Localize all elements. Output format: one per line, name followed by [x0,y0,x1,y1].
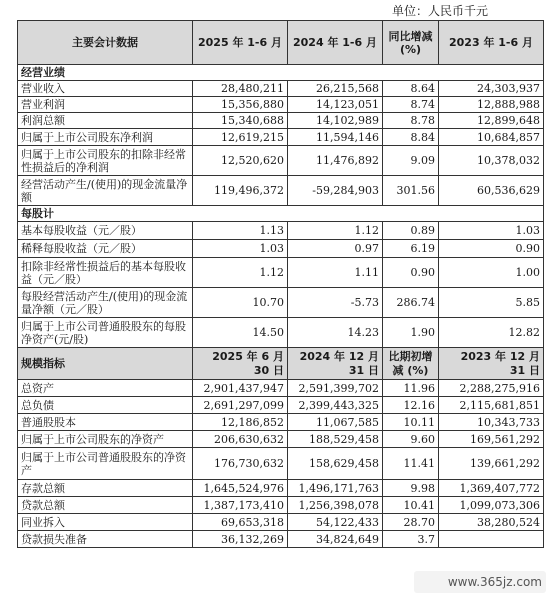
value-change: 9.60 [383,431,439,448]
table-row [18,146,544,176]
header-col-2025h1: 2025 年 1-6 月 [193,21,288,65]
value-2025: 1,387,173,410 [193,497,288,514]
scale-header-2025: 2025 年 6 月 30 日 [193,348,288,380]
row-label: 贷款损失准备 [18,531,193,548]
row-label: 每股经营活动产生/(使用)的现金流量净额（元／股） [18,288,193,318]
value-2025: 14.50 [193,318,288,348]
table-row [18,514,544,531]
table-row [18,81,544,97]
value-2024: -59,284,903 [288,176,383,206]
value-2024: 1.12 [288,222,383,240]
value-2023: 1,369,407,772 [439,480,544,497]
value-change: 9.09 [383,146,439,176]
value-change: 0.89 [383,222,439,240]
value-change: 8.78 [383,113,439,129]
scale-header-indicator: 规模指标 [18,348,193,380]
value-2025: 119,496,372 [193,176,288,206]
row-label: 总负债 [18,397,193,414]
value-2023: 10,378,032 [439,146,544,176]
value-2023: 139,661,292 [439,448,544,480]
value-2024: 0.97 [288,240,383,258]
value-2025: 36,132,269 [193,531,288,548]
value-2024: 11,594,146 [288,129,383,146]
table-row [18,380,544,397]
table-header-row [18,21,544,65]
row-label: 经营活动产生/(使用)的现金流量净额 [18,176,193,206]
value-2023 [439,531,544,548]
row-label: 存款总额 [18,480,193,497]
value-change: 9.98 [383,480,439,497]
table-row [18,414,544,431]
scale-header-2024: 2024 年 12 月 31 日 [288,348,383,380]
value-change: 0.90 [383,258,439,288]
value-change: 11.41 [383,448,439,480]
value-2024: 2,591,399,702 [288,380,383,397]
row-label: 利润总额 [18,113,193,129]
value-2025: 1.03 [193,240,288,258]
value-change: 8.74 [383,97,439,113]
table-row [18,531,544,548]
value-change: 28.70 [383,514,439,531]
value-2023: 1.00 [439,258,544,288]
value-2024: 54,122,433 [288,514,383,531]
row-label: 普通股股本 [18,414,193,431]
value-2023: 5.85 [439,288,544,318]
value-2023: 38,280,524 [439,514,544,531]
value-change: 8.64 [383,81,439,97]
value-change: 8.84 [383,129,439,146]
row-label: 归属于上市公司普通股股东的净资产 [18,448,193,480]
value-2023: 2,115,681,851 [439,397,544,414]
row-label: 归属于上市公司股东净利润 [18,129,193,146]
value-change: 286.74 [383,288,439,318]
value-change: 11.96 [383,380,439,397]
value-2024: 2,399,443,325 [288,397,383,414]
table-row [18,258,544,288]
table-row [18,448,544,480]
header-col-2024h1: 2024 年 1-6 月 [288,21,383,65]
value-2025: 15,340,688 [193,113,288,129]
row-label: 扣除非经常性损益后的基本每股收益（元／股） [18,258,193,288]
value-2023: 169,561,292 [439,431,544,448]
value-2024: 1,256,398,078 [288,497,383,514]
value-2025: 12,619,215 [193,129,288,146]
row-label: 同业拆入 [18,514,193,531]
row-label: 营业收入 [18,81,193,97]
value-2023: 12,888,988 [439,97,544,113]
value-2024: 34,824,649 [288,531,383,548]
header-col-2023h1: 2023 年 1-6 月 [439,21,544,65]
value-2025: 10.70 [193,288,288,318]
value-2023: 1,099,073,306 [439,497,544,514]
table-row [18,97,544,113]
value-2025: 12,186,852 [193,414,288,431]
header-col-indicator: 主要会计数据 [18,21,193,65]
value-2023: 1.03 [439,222,544,240]
row-label: 稀释每股收益（元／股） [18,240,193,258]
value-2025: 15,356,880 [193,97,288,113]
row-label: 归属于上市公司普通股股东的每股净资产(元/股) [18,318,193,348]
value-2025: 1,645,524,976 [193,480,288,497]
value-change: 1.90 [383,318,439,348]
financial-data-table [17,20,544,548]
value-2023: 60,536,629 [439,176,544,206]
value-change: 3.7 [383,531,439,548]
table-row [18,288,544,318]
section-row [18,206,544,222]
value-change: 10.41 [383,497,439,514]
value-2024: 26,215,568 [288,81,383,97]
value-2025: 2,901,437,947 [193,380,288,397]
section-title-per-share: 每股计 [18,206,544,222]
value-2025: 69,653,318 [193,514,288,531]
value-2024: 14,123,051 [288,97,383,113]
table-row [18,497,544,514]
table-row [18,480,544,497]
table-row [18,397,544,414]
value-2025: 12,520,620 [193,146,288,176]
value-2023: 12.82 [439,318,544,348]
value-change: 301.56 [383,176,439,206]
value-2025: 206,630,632 [193,431,288,448]
row-label: 贷款总额 [18,497,193,514]
value-2025: 1.12 [193,258,288,288]
value-2023: 0.90 [439,240,544,258]
table-row [18,431,544,448]
value-2025: 28,480,211 [193,81,288,97]
row-label: 营业利润 [18,97,193,113]
table-row [18,129,544,146]
value-2024: 14,102,989 [288,113,383,129]
value-2024: -5.73 [288,288,383,318]
table-row [18,222,544,240]
table-row [18,318,544,348]
value-2023: 10,684,857 [439,129,544,146]
value-2023: 10,343,733 [439,414,544,431]
scale-header-2023: 2023 年 12 月 31 日 [439,348,544,380]
value-2024: 11,476,892 [288,146,383,176]
row-label: 总资产 [18,380,193,397]
unit-label: 单位：人民币千元 [392,4,489,18]
watermark-badge: www.365jz.com [414,571,546,593]
row-label: 归属于上市公司股东的净资产 [18,431,193,448]
row-label: 归属于上市公司股东的扣除非经常性损益后的净利润 [18,146,193,176]
value-2025: 2,691,297,099 [193,397,288,414]
value-change: 6.19 [383,240,439,258]
value-2025: 176,730,632 [193,448,288,480]
scale-header-change: 比期初增减 (%) [383,348,439,380]
table-row [18,240,544,258]
header-col-yoy-change: 同比增减 (%) [383,21,439,65]
value-2023: 24,303,937 [439,81,544,97]
value-2024: 1,496,171,763 [288,480,383,497]
value-2025: 1.13 [193,222,288,240]
section-row-operating [18,65,544,81]
scale-header-row [18,348,544,380]
value-2024: 14.23 [288,318,383,348]
value-2023: 2,288,275,916 [439,380,544,397]
value-2024: 158,629,458 [288,448,383,480]
value-change: 12.16 [383,397,439,414]
table-row [18,176,544,206]
value-change: 10.11 [383,414,439,431]
value-2023: 12,899,648 [439,113,544,129]
value-2024: 188,529,458 [288,431,383,448]
section-title-operating: 经营业绩 [18,65,544,81]
value-2024: 1.11 [288,258,383,288]
row-label: 基本每股收益（元／股） [18,222,193,240]
value-2024: 11,067,585 [288,414,383,431]
table-row [18,113,544,129]
